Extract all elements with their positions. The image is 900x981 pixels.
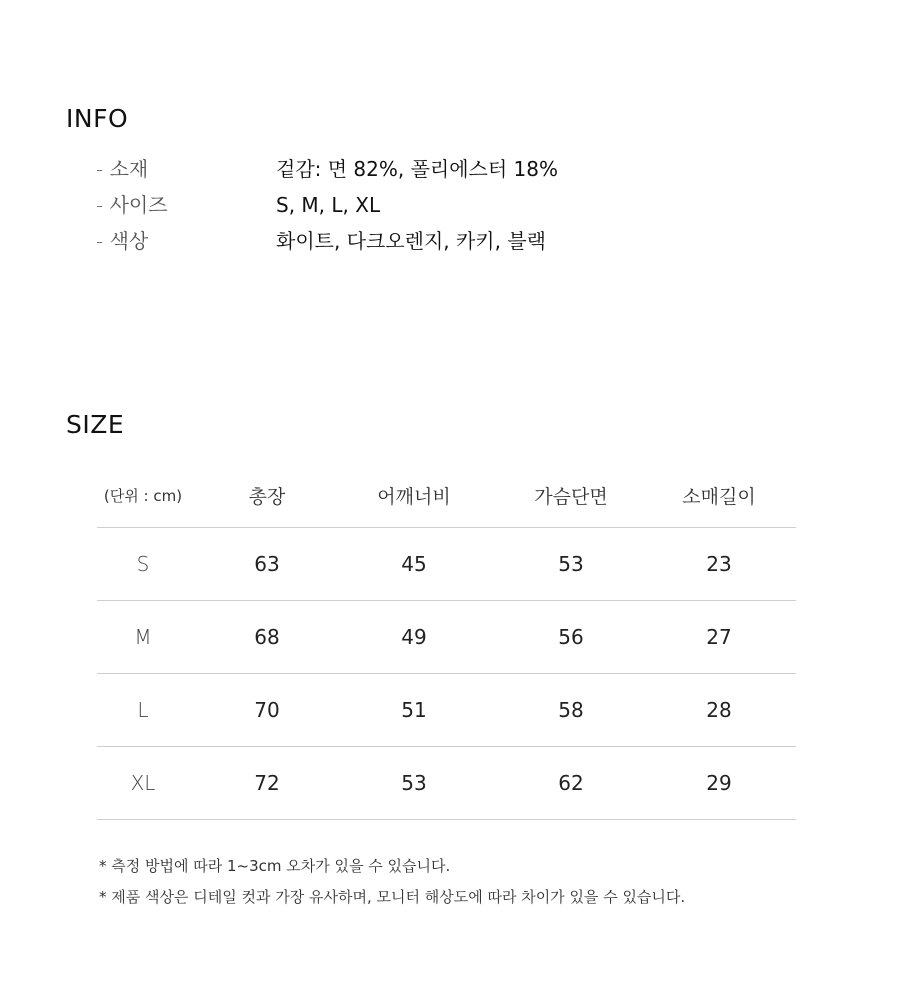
table-row	[97, 601, 796, 674]
table-cell: 53	[401, 771, 427, 795]
info-section-title: INFO	[66, 104, 129, 133]
size-section-title: SIZE	[66, 410, 125, 439]
size-cell: L	[137, 698, 149, 722]
size-cell: XL	[130, 771, 156, 795]
table-cell: 58	[558, 698, 584, 722]
info-label: - 소재	[96, 157, 149, 181]
table-cell: 23	[706, 552, 732, 576]
table-cell: 72	[254, 771, 280, 795]
table-row	[97, 528, 796, 601]
table-cell: 51	[401, 698, 427, 722]
size-cell: M	[134, 625, 152, 649]
table-row	[97, 747, 796, 820]
table-cell: 29	[706, 771, 732, 795]
info-value: 겉감: 면 82%, 폴리에스터 18%	[276, 157, 558, 181]
table-cell: 45	[401, 552, 427, 576]
info-value: 화이트, 다크오렌지, 카키, 블랙	[276, 229, 546, 253]
measurement-note: * 측정 방법에 따라 1~3cm 오차가 있을 수 있습니다.	[99, 857, 451, 875]
unit-label: (단위 : cm)	[103, 486, 183, 505]
size-table	[97, 463, 796, 820]
info-value: S, M, L, XL	[276, 193, 381, 217]
table-row	[97, 674, 796, 747]
table-cell: 27	[706, 625, 732, 649]
table-cell: 62	[558, 771, 584, 795]
column-header: 총장	[248, 485, 286, 508]
column-header: 가슴단면	[534, 485, 608, 508]
table-cell: 56	[558, 625, 584, 649]
info-label: - 색상	[96, 229, 149, 253]
table-cell: 70	[254, 698, 280, 722]
color-note: * 제품 색상은 디테일 컷과 가장 유사하며, 모니터 해상도에 따라 차이가 있을 수 있습니다.	[99, 888, 686, 906]
table-cell: 68	[254, 625, 280, 649]
column-header: 소매길이	[682, 485, 756, 508]
table-cell: 63	[254, 552, 280, 576]
column-header: 어깨너비	[377, 485, 451, 508]
info-label: - 사이즈	[96, 193, 168, 217]
table-cell: 49	[401, 625, 427, 649]
table-cell: 53	[558, 552, 584, 576]
table-header-row	[97, 463, 796, 528]
size-cell: S	[136, 552, 150, 576]
table-cell: 28	[706, 698, 732, 722]
